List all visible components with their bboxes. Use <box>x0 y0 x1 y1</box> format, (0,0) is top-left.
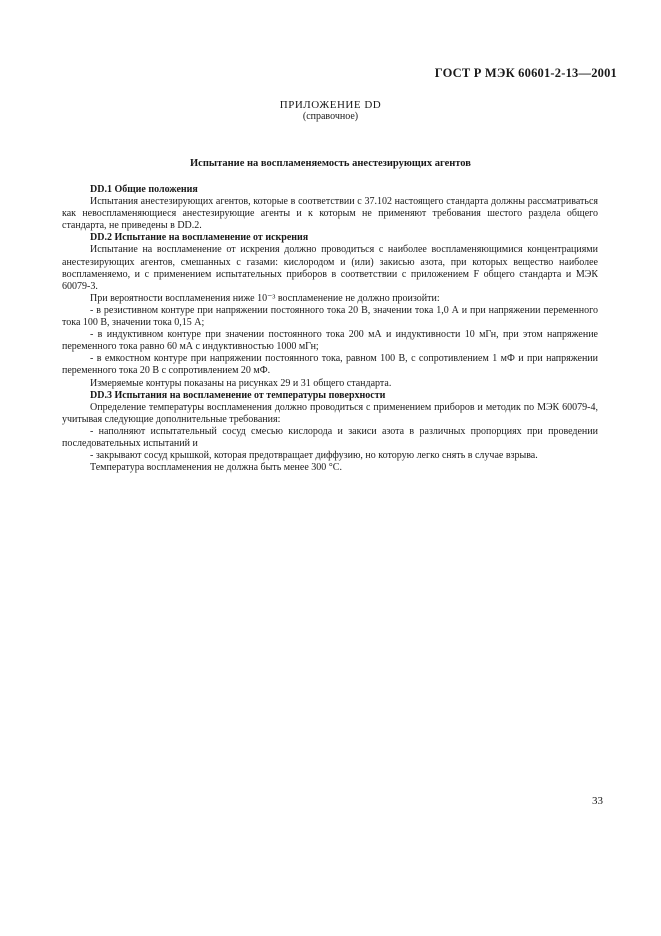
section-heading-dd2: DD.2 Испытание на воспламенение от искрения <box>90 232 309 244</box>
list-item: - в резистивном контуре при напряжении постоянного тока 20 В, значении тока 1,0 А и при напряжении переменного тока 100 В, значении тока 0,15 А; <box>62 304 598 329</box>
paragraph: Температура воспламенения не должна быть менее 300 °С. <box>90 462 342 474</box>
list-item: - в индуктивном контуре при значении постоянного тока 200 мА и индуктивности 10 мГн, при этом напряжение переменного тока равно 60 мА с индуктивностью 1000 мГн; <box>62 329 598 353</box>
section-heading-dd1: DD.1 Общие положения <box>90 184 198 195</box>
paragraph: Измеряемые контуры показаны на рисунках 29 и 31 общего стандарта. <box>90 377 392 389</box>
appendix-subtitle: (справочное) <box>302 111 359 122</box>
section-heading-dd3: DD.3 Испытания на воспламенение от температуры поверхности <box>90 389 386 401</box>
paragraph: При вероятности воспламенения ниже 10⁻³ воспламенение не должно произойти: <box>90 292 440 304</box>
standard-code-header: ГОСТ Р МЭК 60601-2-13—2001 <box>434 66 617 80</box>
list-item: - в емкостном контуре при напряжении постоянного тока, равном 100 В, с сопротивлением 1 мФ и при напряжении переменного тока 20 В с сопротивлением 20 мФ. <box>62 353 598 377</box>
document-title: Испытание на воспламеняемость анестезирующих агентов <box>190 158 471 169</box>
list-item: - наполняют испытательный сосуд смесью кислорода и закиси азота в различных пропорциях при проведении последовательных испытаний и <box>62 425 598 449</box>
document-body <box>62 184 598 474</box>
paragraph: Определение температуры воспламенения должно проводиться с применением приборов и методик по МЭК 60079-4, учитывая следующие дополнительные требования: <box>62 401 598 425</box>
appendix-title: ПРИЛОЖЕНИЕ DD <box>279 99 382 111</box>
list-item: - закрывают сосуд крышкой, которая предотвращает диффузию, но которую легко снять в случае взрыва. <box>90 450 538 462</box>
page-number: 33 <box>592 795 603 807</box>
paragraph: Испытания анестезирующих агентов, которые в соответствии с 37.102 настоящего стандарта должны рассматриваться как невоспламеняющиеся анестезирующие агенты и к которым не применяют требования шестого раздела общего стандарта, не приведены в DD.2. <box>62 196 598 232</box>
paragraph: Испытание на воспламенение от искрения должно проводиться с наиболее воспламеняющимися концентрациями анестезирующих агентов, смешанных с газами: кислородом и (или) закисью азота, при которых вещество наиболее воспламеняемо, и с применением испытательных приборов в соответствии с приложением F общего стандарта и МЭК 60079-3. <box>62 244 598 292</box>
